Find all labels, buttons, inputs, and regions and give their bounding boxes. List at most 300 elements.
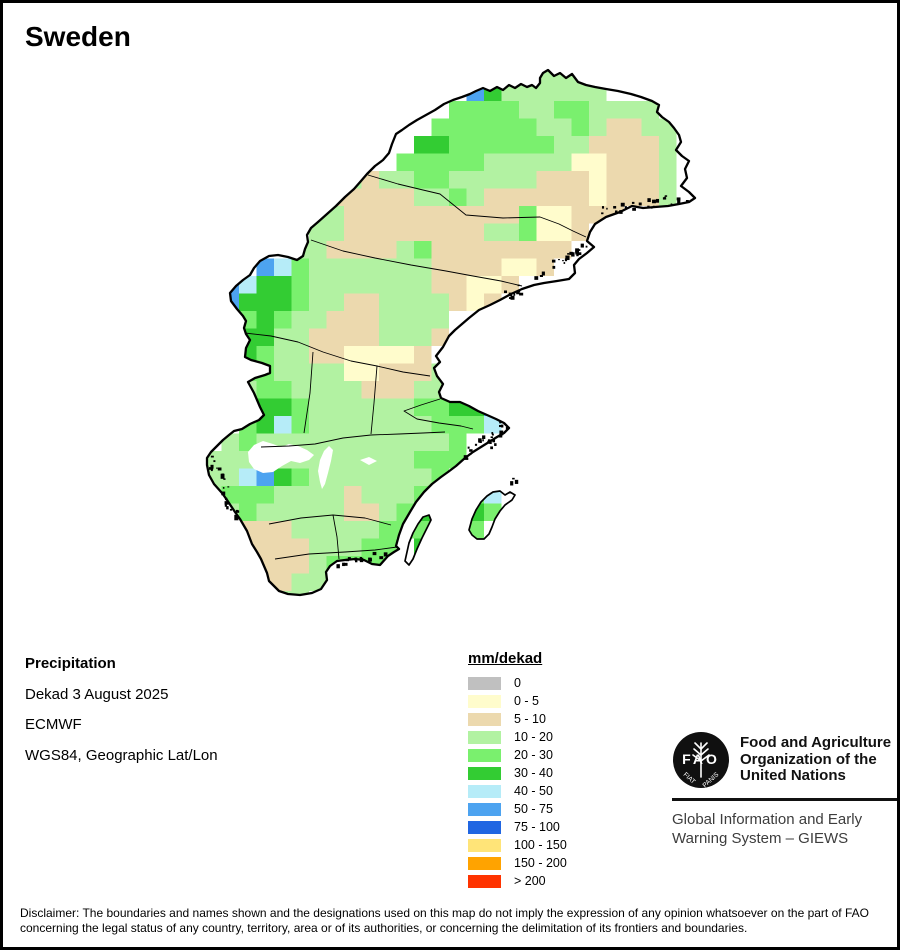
island-dot	[647, 206, 649, 208]
island-dot	[230, 509, 232, 511]
raster-cell	[379, 224, 397, 242]
raster-cell	[257, 329, 275, 347]
raster-cell	[449, 136, 467, 154]
raster-cell	[379, 469, 397, 487]
island-dot	[482, 439, 484, 441]
raster-cell	[309, 329, 327, 347]
raster-cell	[309, 311, 327, 329]
island-dot	[355, 558, 358, 561]
legend-row	[468, 818, 567, 836]
island-dot	[216, 468, 218, 469]
raster-cell	[362, 206, 380, 224]
raster-cell	[502, 171, 520, 189]
raster-cell	[432, 294, 450, 312]
raster-cell	[449, 434, 467, 452]
raster-cell	[432, 329, 450, 347]
raster-cell	[484, 101, 502, 119]
raster-cell	[292, 311, 310, 329]
raster-cell	[554, 119, 572, 137]
raster-cell	[292, 469, 310, 487]
legend-label: 5 - 10	[514, 712, 546, 726]
raster-cell	[659, 189, 677, 207]
island-dot	[602, 206, 604, 209]
raster-cell	[502, 101, 520, 119]
island-dot	[499, 422, 501, 424]
raster-cell	[432, 154, 450, 172]
island-dot	[632, 208, 636, 211]
raster-cell	[484, 84, 502, 102]
legend-label: 150 - 200	[514, 856, 567, 870]
raster-cell	[257, 276, 275, 294]
raster-cell	[274, 276, 292, 294]
raster-cell	[292, 294, 310, 312]
raster-cell	[379, 241, 397, 259]
island-dot	[499, 431, 503, 436]
raster-cell	[327, 539, 345, 557]
raster-cell	[344, 171, 362, 189]
island-dot	[499, 435, 503, 437]
island-dot	[488, 439, 490, 442]
raster-cell	[432, 451, 450, 469]
fao-branding	[672, 731, 900, 848]
raster-cell	[397, 416, 415, 434]
raster-cell	[379, 311, 397, 329]
raster-cell	[327, 381, 345, 399]
island-dot	[664, 197, 666, 199]
raster-cell	[572, 171, 590, 189]
island-dot	[601, 212, 603, 214]
island-dot	[492, 434, 494, 435]
raster-cell	[257, 346, 275, 364]
raster-cell	[379, 294, 397, 312]
raster-cell	[432, 136, 450, 154]
raster-cell	[274, 416, 292, 434]
island-dot	[606, 208, 607, 210]
raster-cell	[397, 259, 415, 277]
fao-logo-icon	[672, 731, 730, 789]
raster-cell	[502, 119, 520, 137]
raster-cell	[414, 294, 432, 312]
raster-cell	[362, 539, 380, 557]
legend-label: 0	[514, 676, 521, 690]
raster-cell	[257, 504, 275, 522]
raster-cell	[222, 451, 240, 469]
raster-cell	[309, 259, 327, 277]
raster-cell	[414, 434, 432, 452]
raster-cell	[572, 66, 590, 84]
legend-label: > 200	[514, 874, 546, 888]
legend-row	[468, 854, 567, 872]
raster-cell	[379, 434, 397, 452]
raster-cell	[519, 224, 537, 242]
raster-cell	[519, 171, 537, 189]
raster-cell	[659, 136, 677, 154]
raster-cell	[309, 486, 327, 504]
raster-cell	[239, 486, 257, 504]
legend-label: 75 - 100	[514, 820, 560, 834]
legend-label: 0 - 5	[514, 694, 540, 708]
island-dot	[368, 558, 371, 561]
raster-cell	[274, 521, 292, 539]
raster-cell	[449, 294, 467, 312]
raster-cell	[309, 574, 327, 592]
island-dot	[652, 200, 656, 204]
raster-cell	[379, 189, 397, 207]
raster-cell	[379, 416, 397, 434]
raster-cell	[362, 224, 380, 242]
giews-line2: Warning System – GIEWS	[672, 829, 849, 847]
raster-cell	[257, 539, 275, 557]
raster-cell	[292, 521, 310, 539]
raster-cell	[607, 136, 625, 154]
raster-cell	[414, 311, 432, 329]
raster-cell	[292, 574, 310, 592]
raster-cell	[624, 154, 642, 172]
raster-cell	[432, 364, 450, 382]
raster-cell	[344, 259, 362, 277]
raster-cell	[432, 311, 450, 329]
raster-cell	[537, 259, 555, 277]
island-dot	[552, 260, 555, 263]
island-dot	[677, 197, 681, 200]
raster-cell	[519, 189, 537, 207]
raster-cell	[344, 451, 362, 469]
raster-cell	[467, 171, 485, 189]
raster-cell	[572, 136, 590, 154]
island-dot	[576, 254, 578, 256]
island-dot	[564, 262, 566, 264]
island-dot	[512, 478, 515, 480]
raster-cell	[344, 486, 362, 504]
raster-cell	[309, 416, 327, 434]
raster-cell	[467, 189, 485, 207]
legend-swatch	[468, 713, 501, 726]
island-dot	[472, 451, 473, 452]
island-dot	[558, 259, 560, 260]
raster-cell	[397, 294, 415, 312]
raster-cell	[642, 119, 660, 137]
raster-cell	[589, 171, 607, 189]
raster-cell	[537, 171, 555, 189]
raster-cell	[449, 224, 467, 242]
raster-cell	[572, 119, 590, 137]
raster-cell	[414, 381, 432, 399]
raster-cell	[344, 329, 362, 347]
island-dot	[211, 466, 213, 467]
raster-cell	[379, 486, 397, 504]
raster-cell	[589, 136, 607, 154]
raster-cell	[432, 259, 450, 277]
page-title: Sweden	[25, 21, 131, 52]
raster-cell	[519, 136, 537, 154]
raster-cell	[467, 224, 485, 242]
raster-cell	[397, 399, 415, 417]
raster-cell	[292, 364, 310, 382]
raster-cell	[624, 101, 642, 119]
island-dot	[223, 487, 225, 489]
raster-cell	[379, 206, 397, 224]
raster-cell	[362, 276, 380, 294]
raster-cell	[309, 294, 327, 312]
raster-cell	[327, 189, 345, 207]
raster-cell	[362, 311, 380, 329]
raster-cell	[624, 171, 642, 189]
legend-row	[468, 692, 567, 710]
raster-cell	[344, 294, 362, 312]
island-dot	[651, 207, 653, 209]
disclaimer-line2: concerning the legal status of any country, territory, area or of its authorities, or concerning the delimitation of its frontiers and boundaries.	[20, 921, 748, 935]
island-dot	[482, 435, 485, 439]
raster-cell	[327, 311, 345, 329]
legend-swatch	[468, 857, 501, 870]
raster-cell	[397, 154, 415, 172]
raster-cell	[484, 259, 502, 277]
island-dot	[519, 293, 523, 296]
raster-cell	[484, 154, 502, 172]
raster-cell	[344, 241, 362, 259]
raster-cell	[362, 416, 380, 434]
raster-cell	[554, 136, 572, 154]
island-dot	[647, 198, 650, 202]
raster-cell	[537, 136, 555, 154]
raster-cell	[239, 399, 257, 417]
island-dot	[613, 206, 616, 209]
raster-cell	[274, 399, 292, 417]
raster-cell	[239, 276, 257, 294]
raster-cell	[432, 416, 450, 434]
raster-cell	[292, 259, 310, 277]
fao-logo-motto-left: FIAT	[681, 771, 697, 786]
info-projection: WGS84, Geographic Lat/Lon	[25, 746, 218, 764]
legend-label: 40 - 50	[514, 784, 553, 798]
raster-cell	[257, 381, 275, 399]
island-dot	[581, 244, 584, 248]
raster-cell	[554, 206, 572, 224]
island-dot	[509, 297, 511, 299]
raster-cell	[397, 346, 415, 364]
raster-cell	[414, 171, 432, 189]
raster-cell	[292, 486, 310, 504]
raster-cell	[309, 399, 327, 417]
raster-cell	[327, 206, 345, 224]
island-dot	[344, 563, 347, 566]
raster-cell	[239, 294, 257, 312]
raster-cell	[397, 486, 415, 504]
legend-swatch	[468, 803, 501, 816]
island-dot	[504, 290, 507, 293]
raster-cell	[414, 539, 432, 557]
raster-cell	[327, 399, 345, 417]
island-dot	[218, 467, 222, 470]
raster-cell	[292, 539, 310, 557]
raster-cell	[502, 206, 520, 224]
raster-cell	[659, 171, 677, 189]
raster-cell	[379, 276, 397, 294]
raster-cell	[414, 451, 432, 469]
raster-cell	[362, 381, 380, 399]
island-dot	[336, 564, 339, 568]
raster-cell	[432, 189, 450, 207]
raster-cell	[502, 136, 520, 154]
raster-cell	[257, 486, 275, 504]
raster-cell	[537, 224, 555, 242]
legend-row	[468, 782, 567, 800]
raster-cell	[502, 154, 520, 172]
island-dot	[470, 453, 472, 455]
raster-cell	[344, 469, 362, 487]
raster-cell	[327, 346, 345, 364]
raster-cell	[257, 591, 275, 609]
legend-swatch	[468, 677, 501, 690]
raster-cell	[344, 399, 362, 417]
raster-cell	[572, 101, 590, 119]
island-dot	[506, 427, 508, 429]
raster-cell	[537, 84, 555, 102]
raster-cell	[502, 224, 520, 242]
raster-cell	[362, 329, 380, 347]
island-dot	[518, 290, 520, 293]
raster-cell	[554, 171, 572, 189]
fao-org-line2: Organization of the	[740, 750, 877, 768]
legend-title: mm/dekad	[468, 650, 543, 667]
raster-cell	[379, 329, 397, 347]
raster-cell	[257, 311, 275, 329]
island-dot	[569, 252, 572, 255]
island-dot	[565, 256, 569, 261]
island-dot	[475, 444, 477, 446]
raster-cell	[292, 556, 310, 574]
raster-cell	[554, 101, 572, 119]
raster-cell	[274, 504, 292, 522]
raster-cell	[537, 101, 555, 119]
fao-logo-letters: FAO	[682, 751, 720, 767]
legend-swatch	[468, 749, 501, 762]
island-dot	[360, 557, 362, 559]
island-dot	[492, 439, 495, 442]
island-dot	[578, 249, 580, 251]
raster-cell	[642, 171, 660, 189]
raster-cell	[397, 434, 415, 452]
raster-cell	[309, 276, 327, 294]
raster-cell	[327, 171, 345, 189]
raster-cell	[379, 346, 397, 364]
island-dot	[221, 492, 225, 496]
island-dot	[346, 559, 349, 561]
raster-cell	[519, 119, 537, 137]
legend-row	[468, 836, 567, 854]
raster-cell	[274, 539, 292, 557]
legend-swatch	[468, 785, 501, 798]
disclaimer	[20, 906, 869, 936]
raster-cell	[537, 241, 555, 259]
raster-cell	[537, 154, 555, 172]
raster-cell	[379, 451, 397, 469]
island-dot	[665, 195, 667, 197]
raster-cell	[572, 224, 590, 242]
raster-cell	[554, 154, 572, 172]
raster-cell	[379, 171, 397, 189]
raster-cell	[589, 154, 607, 172]
raster-cell	[624, 119, 642, 137]
raster-cell	[642, 189, 660, 207]
raster-cell	[554, 189, 572, 207]
raster-cell	[467, 241, 485, 259]
island-dot	[621, 203, 625, 207]
island-dot	[468, 447, 470, 449]
island-dot	[639, 203, 642, 206]
raster-cell	[467, 119, 485, 137]
raster-cell	[344, 504, 362, 522]
raster-cell	[362, 469, 380, 487]
raster-cell	[362, 171, 380, 189]
island-dot	[491, 432, 493, 434]
fao-org-name	[740, 731, 891, 785]
island-dot	[465, 457, 469, 459]
raster-cell	[344, 521, 362, 539]
raster-cell	[659, 154, 677, 172]
raster-cell	[414, 136, 432, 154]
raster-cell	[222, 521, 240, 539]
legend-swatch	[468, 821, 501, 834]
island-dot	[490, 446, 493, 449]
raster-cell	[414, 224, 432, 242]
raster-cell	[397, 276, 415, 294]
raster-cell	[449, 119, 467, 137]
raster-cell	[484, 189, 502, 207]
legend-row	[468, 764, 567, 782]
raster-cell	[449, 154, 467, 172]
raster-cell	[484, 486, 502, 504]
raster-cell	[362, 346, 380, 364]
raster-cell	[257, 364, 275, 382]
legend-rows	[468, 674, 567, 890]
legend-row	[468, 800, 567, 818]
raster-cell	[239, 469, 257, 487]
island-dot	[478, 438, 482, 442]
legend-row	[468, 746, 567, 764]
raster-cell	[397, 329, 415, 347]
raster-cell	[502, 241, 520, 259]
island-dot	[225, 498, 227, 500]
island-dot	[518, 285, 520, 287]
raster-cell	[274, 364, 292, 382]
island-dot	[491, 436, 493, 438]
island-dot	[510, 481, 513, 485]
island-dot	[223, 478, 225, 480]
fao-divider	[672, 798, 898, 801]
island-dot	[515, 480, 518, 484]
fao-org-line3: United Nations	[740, 767, 846, 784]
raster-cell	[554, 84, 572, 102]
raster-cell	[432, 276, 450, 294]
raster-cell	[379, 364, 397, 382]
raster-cell	[362, 189, 380, 207]
raster-cell	[519, 259, 537, 277]
raster-cell	[484, 224, 502, 242]
raster-cell	[467, 416, 485, 434]
info-source: ECMWF	[25, 716, 82, 733]
raster-cell	[239, 574, 257, 592]
raster-cell	[414, 469, 432, 487]
raster-cell	[204, 521, 222, 539]
raster-cell	[274, 346, 292, 364]
raster-cell	[607, 119, 625, 137]
raster-cell	[397, 311, 415, 329]
raster-cell	[327, 294, 345, 312]
raster-cell	[327, 556, 345, 574]
raster-cell	[467, 206, 485, 224]
raster-cell	[327, 364, 345, 382]
